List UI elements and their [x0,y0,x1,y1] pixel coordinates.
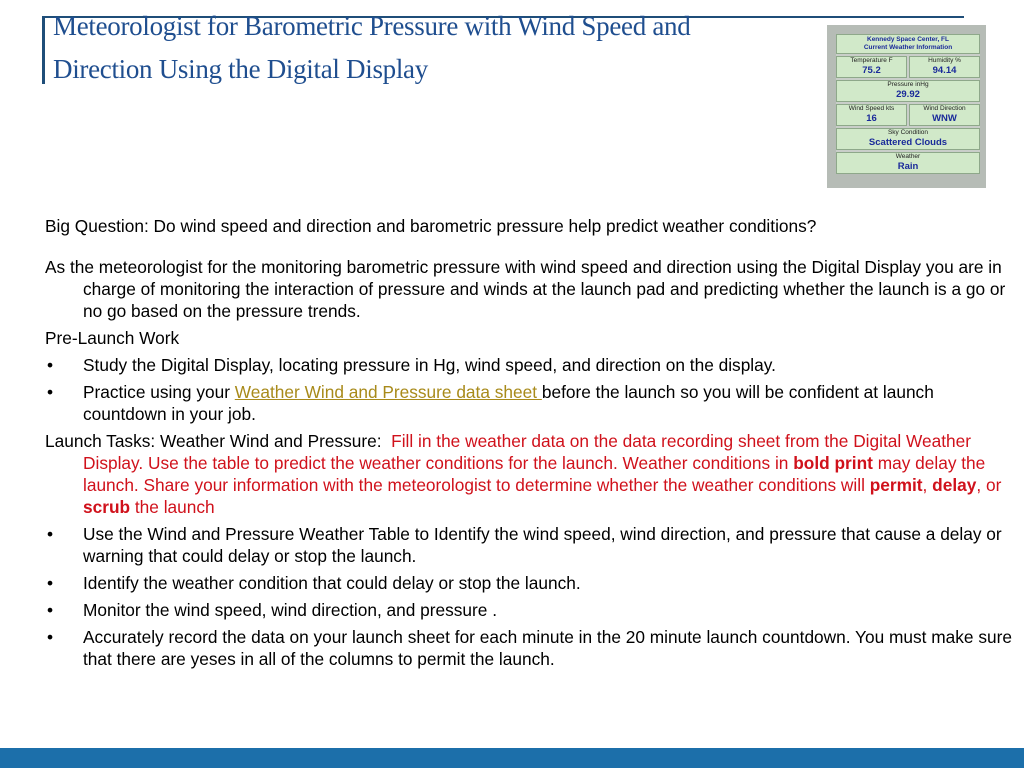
launch-tasks-heading: Launch Tasks [45,431,151,451]
station-name: Kennedy Space Center, FL [867,36,949,43]
launch-text-or: , or [976,475,1002,495]
big-question: Big Question: Do wind speed and direction and barometric pressure help predict weather conditions? [45,216,817,236]
launch-text-part-2: may delay the launch. Share your information with the meteorologist to determine whether the weather conditions will [83,453,986,495]
prelaunch-heading: Pre-Launch Work [45,328,180,348]
pressure-value: 29.92 [896,89,920,100]
data-sheet-link[interactable]: Weather Wind and Pressure data sheet [234,382,542,402]
launch-tasks-separator: : [150,431,160,451]
weather-display-inner [836,34,980,174]
prelaunch-bullet-2-pre: Practice using your [83,382,235,402]
bullet-dot: • [47,600,54,620]
humidity-label: Humidity % [928,57,961,64]
list-item [45,572,1015,594]
slide-title [53,5,823,91]
wind-direction-value: WNW [932,113,957,124]
slide-body [45,215,1015,675]
temperature-cell [836,56,907,78]
pressure-cell [836,80,980,102]
pressure-label: Pressure inHg [887,81,929,88]
bullet-dot: • [47,382,54,402]
launch-text-part-1: Fill in the weather data on the data recording sheet from the Digital Weather Display. Use the table to predict the weather conditions for the launch. Weather conditions in [83,431,972,473]
slide-title-line-2: Direction Using the Digital Display [53,54,428,84]
list-item [45,354,1015,376]
sky-condition-label: Sky Condition [887,129,929,136]
wind-speed-value: 16 [866,113,877,124]
wind-row [836,104,980,128]
list-item [45,381,1015,425]
launch-tasks-paragraph [45,430,1015,518]
task-bullet-2: Identify the weather condition that could delay or stop the launch. [83,573,581,593]
list-item [45,626,1015,670]
wind-speed-label: Wind Speed kts [848,105,895,112]
weather-label: Weather [895,153,921,160]
wind-direction-cell [909,104,980,126]
delay-emphasis: delay [932,475,977,495]
launch-text-comma: , [922,475,933,495]
wind-direction-label: Wind Direction [923,105,966,112]
humidity-cell [909,56,980,78]
prelaunch-bullet-2-post: before the launch so you will be confident at launch countdown in your job. [83,382,934,424]
wind-speed-cell [836,104,907,126]
weather-display-header [836,34,980,54]
list-item [45,599,1015,621]
bold-print-emphasis: bold print [793,453,873,473]
temp-humidity-row [836,56,980,80]
launch-tasks-subheading: Weather Wind and Pressure: [159,431,382,451]
task-bullet-3: Monitor the wind speed, wind direction, and pressure . [83,600,498,620]
bullet-dot: • [47,524,54,544]
task-bullet-1: Use the Wind and Pressure Weather Table to Identify the wind speed, wind direction, and pressure that cause a delay or warning that could delay or stop the launch. [83,524,1002,566]
title-bracket-vertical [42,16,45,84]
temperature-label: Temperature F [850,57,893,64]
footer-bar [0,748,1024,768]
weather-value: Rain [897,161,919,172]
intro-paragraph: As the meteorologist for the monitoring barometric pressure with wind speed and direction using the Digital Display you are in charge of monitoring the interaction of pressure and winds at the launch pad and predicting whether the launch is a go or no go based on the pressure trends. [45,257,1006,321]
sky-condition-value: Scattered Clouds [868,137,948,148]
prelaunch-bullet-1: Study the Digital Display, locating pressure in Hg, wind speed, and direction on the display. [83,355,776,375]
launch-text-part-3: the launch [130,497,215,517]
humidity-value: 94.14 [932,65,957,76]
bullet-dot: • [47,573,54,593]
permit-emphasis: permit [869,475,923,495]
temperature-value: 75.2 [862,65,881,76]
bullet-dot: • [47,355,54,375]
slide-title-line-1: Meteorologist for Barometric Pressure with Wind Speed and [53,11,691,41]
station-subtitle: Current Weather Information [863,44,953,51]
digital-weather-display [827,25,986,188]
list-item [45,523,1015,567]
scrub-emphasis: scrub [83,497,131,517]
task-bullet-4: Accurately record the data on your launch sheet for each minute in the 20 minute launch countdown. You must make sure that there are yeses in all of the columns to permit the launch. [83,627,1012,669]
sky-condition-cell [836,128,980,150]
weather-cell [836,152,980,174]
bullet-dot: • [47,627,54,647]
